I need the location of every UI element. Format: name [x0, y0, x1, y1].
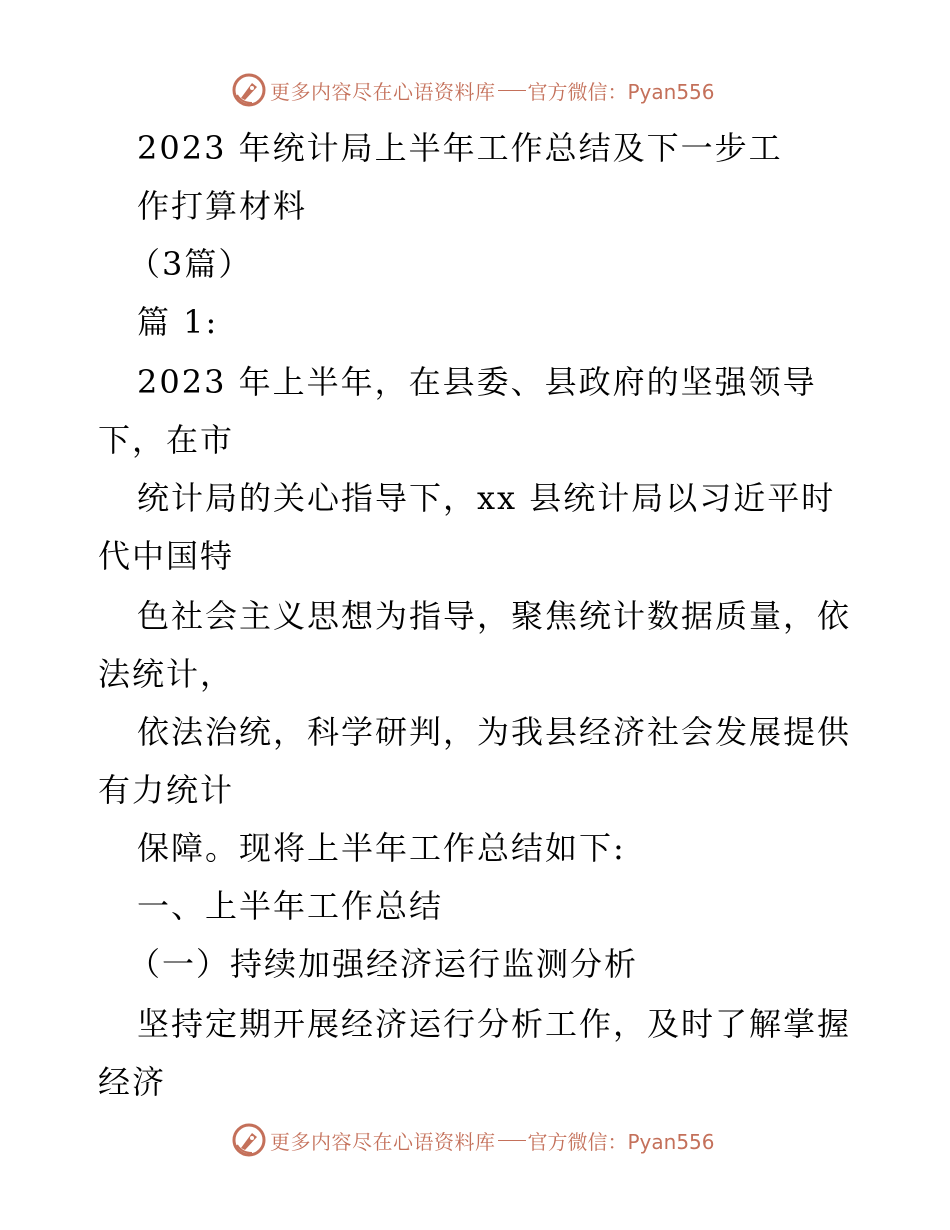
body-line: 法统计，	[98, 655, 235, 693]
banner-separator	[498, 90, 526, 91]
body-line: 保障。现将上半年工作总结如下:	[137, 829, 626, 867]
banner-brand-text: 更多内容尽在心语资料库	[270, 1129, 496, 1154]
banner-brand-text: 更多内容尽在心语资料库	[270, 79, 496, 104]
banner-separator	[498, 1140, 526, 1141]
part-label: 篇 1:	[137, 303, 219, 341]
body-line: 依法治统，科学研判，为我县经济社会发展提供	[137, 713, 852, 751]
section-heading: 一、上半年工作总结	[137, 887, 444, 925]
body-line: 2023 年上半年，在县委、县政府的坚强领导	[137, 363, 817, 401]
document-title-line-2: 作打算材料	[137, 187, 308, 225]
banner-wechat-text: 官方微信：Pyan556	[527, 79, 715, 104]
body-line: 有力统计	[98, 771, 235, 809]
body-line: 坚持定期开展经济运行分析工作，及时了解掌握	[137, 1005, 852, 1043]
pen-nib-circle-icon	[232, 1123, 266, 1157]
body-line: 统计局的关心指导下，xx 县统计局以习近平时	[137, 479, 836, 517]
body-line: 经济	[98, 1063, 167, 1101]
footer-banner	[232, 1120, 715, 1160]
header-banner	[232, 70, 715, 110]
body-line: 代中国特	[98, 537, 235, 575]
document-title-line-1: 2023 年统计局上半年工作总结及下一步工	[137, 129, 783, 167]
banner-wechat-text: 官方微信：Pyan556	[527, 1129, 715, 1154]
body-line: 下，在市	[98, 421, 235, 459]
pen-nib-circle-icon	[232, 73, 266, 107]
body-line: 色社会主义思想为指导，聚焦统计数据质量，依	[137, 597, 852, 635]
subsection-heading: （一）持续加强经济运行监测分析	[128, 945, 639, 983]
document-count-note: （3篇）	[128, 245, 253, 283]
